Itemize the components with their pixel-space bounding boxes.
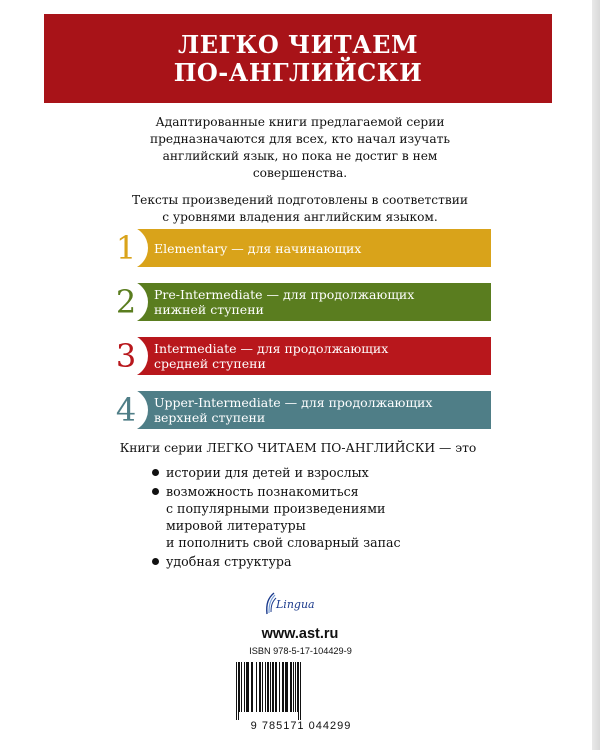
level-label-line: Pre-Intermediate — для продолжающих <box>154 287 415 302</box>
feature-line: возможность познакомиться <box>166 484 359 499</box>
level-label <box>154 283 484 321</box>
level-number-badge: 3 <box>104 334 148 378</box>
intro-paragraph-1 <box>100 114 500 182</box>
barcode-bar <box>265 662 266 712</box>
bullet-dot-icon <box>152 469 159 476</box>
barcode-bar <box>298 662 299 720</box>
barcode-bar <box>256 662 257 712</box>
publisher-logo <box>260 592 340 620</box>
feature-line: с популярными произведениями <box>166 501 386 516</box>
level-number-badge: 1 <box>104 226 148 270</box>
bullet-dot-icon <box>152 488 159 495</box>
series-title-line-1: ЛЕГКО ЧИТАЕМ <box>177 29 419 59</box>
level-label-line: средней ступени <box>154 356 266 371</box>
bullet-dot-icon <box>152 558 159 565</box>
feature-line: удобная структура <box>166 554 292 569</box>
intro-p1-line: Адаптированные книги предлагаемой серии <box>155 115 445 129</box>
cover-edge <box>592 0 600 750</box>
level-label-line: Elementary — для начинающих <box>154 240 362 256</box>
barcode-bar <box>293 662 294 712</box>
barcode-bar <box>241 662 242 712</box>
feature-line: и пополнить свой словарный запас <box>166 535 401 550</box>
intro-paragraph-2 <box>100 192 500 226</box>
logo-wordmark: Lingua <box>276 598 315 611</box>
barcode-bar <box>251 662 253 712</box>
level-label-line: Intermediate — для продолжающих <box>154 341 389 356</box>
barcode-bar <box>290 662 292 712</box>
barcode-bar <box>244 662 245 712</box>
intro-p1-line: предназначаются для всех, кто начал изучать <box>149 132 450 146</box>
publisher-website: www.ast.ru <box>261 626 339 642</box>
series-description: Книги серии ЛЕГКО ЧИТАЕМ ПО-АНГЛИЙСКИ — это <box>119 441 477 455</box>
level-label <box>154 229 484 267</box>
barcode-bars <box>226 660 376 720</box>
feature-line: истории для детей и взрослых <box>166 465 369 480</box>
level-item-4 <box>104 388 491 432</box>
feature-list <box>150 464 480 572</box>
level-item-2 <box>104 280 491 324</box>
level-label-line: Upper-Intermediate — для продолжающих <box>154 395 433 410</box>
intro-p1-line: совершенства. <box>252 166 348 180</box>
barcode-bar <box>267 662 269 712</box>
barcode-digits: 9 785171 044299 <box>250 720 352 732</box>
barcode-bar <box>270 662 271 712</box>
isbn-number: ISBN 978-5-17-104429-9 <box>249 646 352 656</box>
barcode-bar <box>236 662 237 720</box>
barcode-bar <box>295 662 296 712</box>
barcode <box>226 660 376 734</box>
intro-p2-line: с уровнями владения английским языком. <box>162 210 438 224</box>
level-label-line: нижней ступени <box>154 302 264 317</box>
level-list <box>104 226 491 442</box>
barcode-bar <box>300 662 301 720</box>
series-title-line-2: ПО-АНГЛИЙСКИ <box>173 57 423 87</box>
barcode-bar <box>297 662 298 712</box>
barcode-bar <box>239 662 240 712</box>
feature-list-item <box>150 553 480 570</box>
barcode-bar <box>259 662 261 712</box>
level-number-badge: 4 <box>104 388 148 432</box>
intro-p2-line: Тексты произведений подготовлены в соответствии <box>132 193 468 207</box>
feature-list-item <box>150 464 480 481</box>
barcode-bar <box>238 662 239 720</box>
intro-text <box>100 114 500 232</box>
level-item-1 <box>104 226 491 270</box>
feature-list-item <box>150 483 480 551</box>
level-label <box>154 391 484 429</box>
level-item-3 <box>104 334 491 378</box>
barcode-bar <box>279 662 280 712</box>
barcode-bar <box>282 662 284 712</box>
intro-p1-line: английский язык, но пока не достиг в нем <box>162 149 438 163</box>
level-label <box>154 337 484 375</box>
barcode-bar <box>285 662 288 712</box>
series-title-banner <box>44 14 552 103</box>
barcode-bar <box>272 662 274 712</box>
barcode-bar <box>262 662 263 712</box>
level-number-badge: 2 <box>104 280 148 324</box>
barcode-bar <box>246 662 249 712</box>
feature-line: мировой литературы <box>166 518 306 533</box>
barcode-bar <box>275 662 277 712</box>
level-label-line: верхней ступени <box>154 410 266 425</box>
